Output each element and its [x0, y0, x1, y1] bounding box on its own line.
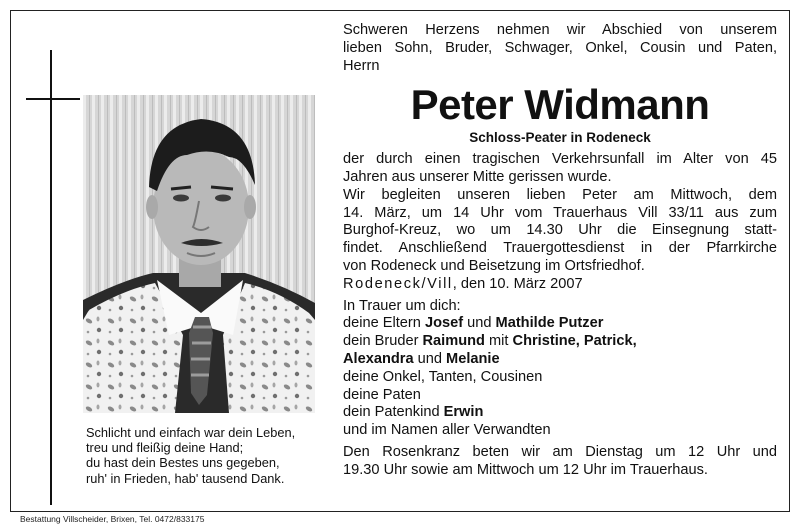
poem-line: Schlicht und einfach war dein Leben,	[86, 425, 296, 440]
mourner-name: Alexandra	[343, 350, 414, 367]
mourners-relatives: deine Onkel, Tanten, Cousinen	[343, 368, 543, 385]
mourners-parents	[343, 315, 777, 333]
funeral-line: Burghof-Kreuz, wo um 14.30 Uhr die Einsegnung statt-	[343, 222, 777, 239]
deceased-nickname: Schloss-Peater in Rodeneck	[469, 130, 651, 146]
mourners-godchild	[343, 404, 777, 422]
notice-date: , den 10. März 2007	[452, 275, 583, 292]
memorial-poem	[86, 425, 326, 486]
funeral-line: findet. Anschließend Trauergottesdienst in der Pfarrkirche	[343, 240, 777, 257]
mourner-prefix: dein Bruder	[343, 333, 423, 350]
funeral-home-credit: Bestattung Villscheider, Brixen, Tel. 0472/833175	[20, 514, 205, 524]
poem-line: du hast dein Bestes uns gegeben,	[86, 455, 280, 471]
notice-text-column	[343, 22, 777, 480]
intro-line: Schweren Herzens nehmen wir Abschied von unserem	[343, 22, 777, 38]
mourner-conjunction: und	[413, 350, 447, 367]
mourner-name: Erwin	[443, 404, 484, 421]
mourner-name: Raimund	[422, 333, 485, 350]
mourner-conjunction: und	[463, 315, 496, 332]
mourners-brother	[343, 333, 777, 351]
mourners-heading: In Trauer um dich:	[343, 297, 461, 314]
cross-horizontal-bar	[26, 98, 80, 100]
cross-vertical-bar	[50, 50, 52, 505]
death-notice-line: Jahren aus unserer Mitte gerissen wurde.	[343, 168, 612, 185]
rosary-line: 19.30 Uhr sowie am Mittwoch um 12 Uhr im Trauerhaus.	[343, 461, 708, 478]
mourners-godparents: deine Paten	[343, 386, 421, 403]
rosary-line: Den Rosenkranz beten wir am Dienstag um 12 Uhr und	[343, 443, 777, 460]
funeral-line: von Rodeneck und Beisetzung im Ortsfriedhof.	[343, 257, 645, 274]
mourners-others: und im Namen aller Verwandten	[343, 422, 551, 439]
mourner-name: Josef	[424, 315, 464, 332]
place-date	[343, 276, 777, 294]
poem-line: ruh' in Frieden, hab' tausend Dank.	[86, 470, 285, 486]
mourners-children	[343, 351, 777, 369]
poem-line: treu und fleißig deine Hand;	[86, 440, 244, 456]
mourner-conjunction: mit	[484, 333, 513, 350]
intro-line: Herrn	[343, 57, 380, 74]
death-notice-line: der durch einen tragischen Verkehrsunfall im Alter von 45	[343, 151, 777, 168]
intro-line: lieben Sohn, Bruder, Schwager, Onkel, Cousin und Paten,	[343, 39, 777, 56]
funeral-line: Wir begleiten unseren lieben Peter am Mittwoch, dem	[343, 186, 777, 203]
portrait-photo	[83, 95, 315, 413]
place-name: Rodeneck/Vill	[343, 275, 453, 292]
mourner-prefix: deine Eltern	[343, 315, 425, 332]
mourner-name: Mathilde Putzer	[495, 315, 604, 332]
portrait-image	[83, 95, 315, 413]
mourner-prefix: dein Patenkind	[343, 404, 444, 421]
mourner-name: Melanie	[446, 350, 500, 367]
mourner-name: Christine, Patrick,	[512, 333, 637, 350]
deceased-name: Peter Widmann	[410, 81, 710, 129]
funeral-line: 14. März, um 14 Uhr vom Trauerhaus Vill 33/11 aus zum	[343, 204, 777, 221]
